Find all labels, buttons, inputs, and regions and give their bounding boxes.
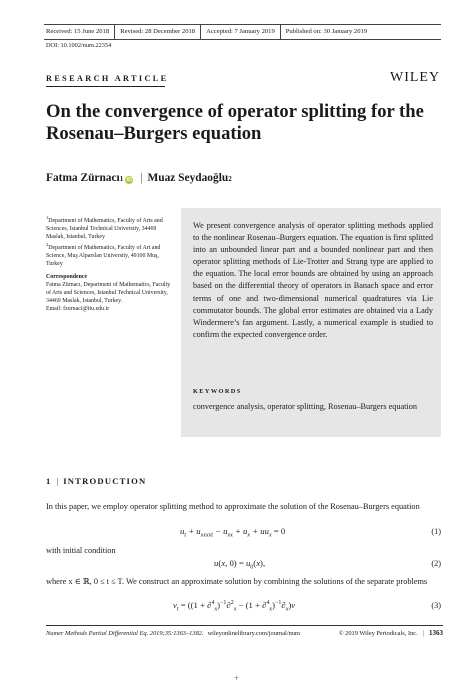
author-affiliation-mark: 1 <box>119 175 124 183</box>
footer-rule <box>46 625 443 626</box>
correspondence-text: Fatma Zürnacı, Department of Mathematics, Faculty of Arts and Sciences, Istanbul Technical University, 34469 Maslak, Istanbul, Turkey. <box>46 281 171 304</box>
page-number: 1363 <box>429 629 443 637</box>
article-type-underline <box>46 86 165 87</box>
received-date: Received: 15 June 2018 <box>46 28 110 35</box>
crop-mark-icon: + <box>234 673 240 683</box>
correspondence-heading: Correspondence <box>46 273 88 280</box>
doi[interactable]: DOI: 10.1002/num.22354 <box>46 42 112 49</box>
revised-date: Revised: 28 December 2018 <box>114 25 200 39</box>
accepted-date: Accepted: 7 January 2019 <box>200 25 280 39</box>
section-heading <box>46 476 146 486</box>
author-name[interactable]: Muaz Seydaoğlu <box>147 172 229 184</box>
equation-number: (3) <box>431 601 441 610</box>
section-title: INTRODUCTION <box>63 476 147 486</box>
body-paragraph: In this paper, we employ operator splitting method to approximate the solution of the Rosenau–Burgers equation <box>46 502 420 511</box>
journal-url[interactable]: wileyonlinelibrary.com/journal/num <box>207 629 300 637</box>
author-list <box>46 172 232 184</box>
correspondence-email[interactable]: Email: fzurnaci@itu.edu.tr <box>46 305 110 312</box>
author-separator: | <box>140 172 143 184</box>
published-date: Published on: 30 January 2019 <box>280 25 372 39</box>
equation-number: (2) <box>431 559 441 568</box>
author-name[interactable]: Fatma Zürnacı <box>46 172 120 184</box>
author-affiliation-mark: 2 <box>228 175 232 183</box>
page-footer <box>46 629 443 637</box>
body-paragraph: where x ∈ ℝ, 0 ≤ t ≤ T. We construct an approximate solution by combining the solutions of the separate problems <box>46 577 428 586</box>
orcid-icon[interactable]: iD <box>126 177 132 183</box>
equation-number: (1) <box>431 527 441 536</box>
article-history-bar <box>44 24 441 40</box>
abstract-text: We present convergence analysis of operator splitting methods applied to the nonlinear Rosenau–Burgers equation. The equation is first splitted into an unbounded linear part and a bounded nonlinear part and then operator splitting methods of Lie-Trotter and Strang type are applied to the equation. The local error bounds are obtained by using an approach based on the differential theory of operators in Banach space and error terms of one and two-dimensional numerical quadratures via Lie commutator bounds. The global error estimates are obtained via a Lady Windermere’s fan argument. Lastly, a numerical example is studied to confirm the expected convergence order. <box>193 221 433 339</box>
equation-3: $v_t = ((1 + \partial^4_x)^{-1}\partial^2_x - (1 + \partial^4_x)^{-1}\partial_x)v$ <box>173 600 296 613</box>
equation-2: u(x, $0) = u_0(x)$, <box>214 558 266 571</box>
affiliation: $^1$Department of Mathematics, Faculty of Arts and Sciences, Istanbul Technical University, 34469 Maslak, Istanbul, Turkey <box>46 215 163 241</box>
copyright: © 2019 Wiley Periodicals, Inc. <box>338 629 418 637</box>
page-separator: | <box>422 629 424 637</box>
keywords-heading: KEYWORDS <box>193 388 242 395</box>
body-paragraph: with initial condition <box>46 546 116 555</box>
affiliation: $^2$Department of Mathematics, Faculty of Art and Science, Muş Alparslan University, 49100 Muş, Turkey <box>46 242 161 268</box>
equation-1: $u_t + u_{xxxxt} - u_{xx} + u_x + uu_x = 0$ <box>180 526 286 539</box>
keywords-text: convergence analysis, operator splitting, Rosenau–Burgers equation <box>193 402 417 411</box>
publisher-logo: WILEY <box>390 70 441 85</box>
article-type-label: RESEARCH ARTICLE <box>46 74 169 83</box>
journal-citation: Numer Methods Partial Differential Eq. 2019;35:1363–1382. <box>46 629 204 637</box>
section-number: 1 <box>46 476 52 486</box>
article-title: On the convergence of operator splitting for the Rosenau–Burgers equation <box>46 101 424 144</box>
affiliations-column <box>46 214 174 313</box>
section-separator: | <box>56 476 59 486</box>
